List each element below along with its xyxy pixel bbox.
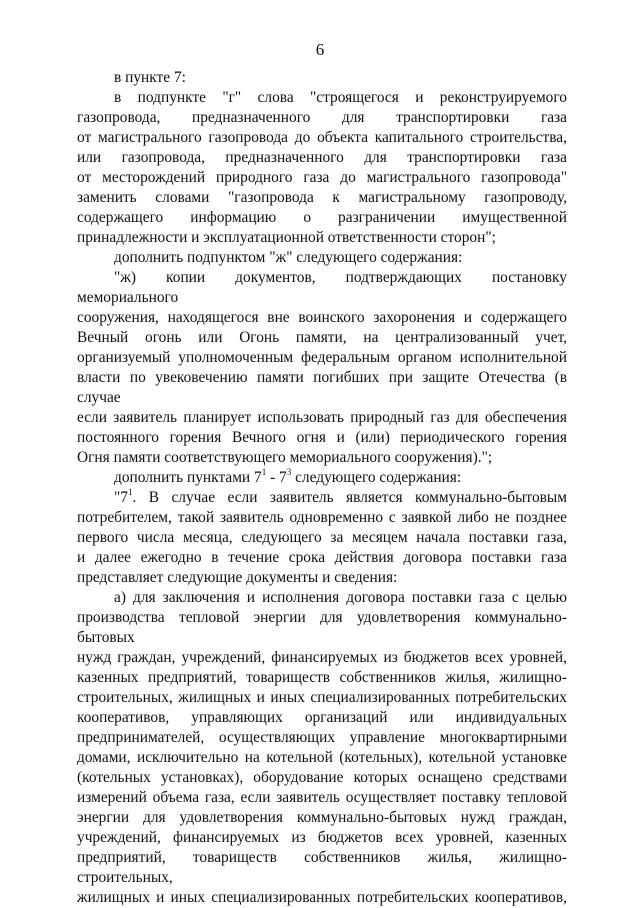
text-line: потребителем, такой заявитель одновременно с заявкой либо не позднее (77, 509, 567, 526)
text-line: учреждений, финансируемых из бюджетов всех уровней, казенных (77, 829, 567, 846)
text-part: следующего содержания: (291, 469, 462, 486)
paragraph-line (77, 448, 567, 468)
paragraph-line (77, 548, 567, 568)
text-line: содержащего информацию о разграничении имущественной (77, 209, 567, 226)
paragraph (77, 268, 567, 308)
text-line: заменить словами "газопровода к магистральному газопроводу, (77, 189, 567, 206)
text-line: строительных, жилищных и иных специализированных потребительских (77, 689, 567, 706)
text-line: кооперативов, управляющих организаций или индивидуальных (77, 709, 567, 726)
paragraph-line (77, 748, 567, 768)
paragraph (77, 88, 567, 108)
text-line: постоянного горения Вечного огня и (или) периодического горения (77, 429, 567, 446)
text-line: и далее ежегодно в течение срока действия договора поставки газа (77, 549, 567, 566)
paragraph-line (77, 728, 567, 748)
document-body (77, 68, 567, 908)
text-line: а) для заключения и исполнения договора поставки газа с целью (114, 589, 567, 606)
text-line: в пункте 7: (114, 69, 186, 86)
paragraph-line (77, 108, 567, 128)
text-line: представляет следующие документы и сведения: (77, 569, 398, 586)
superscript: 1 (127, 486, 133, 497)
paragraph-line (77, 708, 567, 728)
text-line: в подпункте "г" слова "строящегося и реконструируемого (114, 89, 567, 106)
text-line: домами, исключительно на котельной (котельных), котельной установке (77, 749, 567, 766)
page-number: 6 (315, 40, 325, 59)
paragraph (77, 588, 567, 608)
paragraph-line (77, 208, 567, 228)
text-line: или газопровода, предназначенного для транспортировки газа (77, 149, 567, 166)
paragraph (77, 468, 567, 488)
superscript: 3 (286, 466, 292, 477)
text-line: газопровода, предназначенного для транспортировки газа (77, 109, 567, 126)
text-line: измерений объема газа, если заявитель осуществляет поставку тепловой (77, 789, 567, 806)
text-line: нужд граждан, учреждений, финансируемых из бюджетов всех уровней, (77, 649, 567, 666)
paragraph-line (77, 688, 567, 708)
paragraph-line (77, 828, 567, 848)
superscript: 1 (261, 466, 267, 477)
text-line: жилищных и иных специализированных потребительских кооперативов, (77, 889, 567, 906)
paragraph-line (77, 568, 567, 588)
paragraph-line (77, 768, 567, 788)
paragraph-line (77, 508, 567, 528)
paragraph-line (77, 668, 567, 688)
text-line: сооружения, находящегося вне воинского захоронения и содержащего (77, 309, 567, 326)
text-line: Вечный огонь или Огонь памяти, на централизованный учет, (77, 329, 567, 346)
text-line: энергии для удовлетворения коммунально-бытовых нужд граждан, (77, 809, 567, 826)
text-line: первого числа месяца, следующего за месяцем начала поставки газа, (77, 529, 567, 546)
paragraph-line (77, 188, 567, 208)
text-line: от магистрального газопровода до объекта капитального строительства, (77, 129, 567, 146)
paragraph-line (77, 328, 567, 348)
text-line: (котельных установках), оборудование которых оснащено средствами (77, 769, 567, 786)
paragraph-line (77, 148, 567, 168)
text-line: "ж) копии документов, подтверждающих постановку мемориального (77, 269, 567, 306)
text-line: от месторождений природного газа до магистрального газопровода" (77, 169, 567, 186)
paragraph-line (77, 788, 567, 808)
text-line: если заявитель планирует использовать природный газ для обеспечения (77, 409, 567, 426)
text-part: дополнить пунктами 7 (114, 469, 262, 486)
text-part: - 7 (266, 469, 287, 486)
paragraph (77, 488, 567, 508)
paragraph-line (77, 168, 567, 188)
text-line: власти по увековечению памяти погибших при защите Отечества (в случае (77, 369, 567, 406)
paragraph (77, 68, 567, 88)
paragraph-line (77, 368, 567, 408)
paragraph-line (77, 528, 567, 548)
paragraph-line (77, 228, 567, 248)
text-part: "7 (114, 489, 128, 506)
paragraph-line (77, 648, 567, 668)
paragraph-line (77, 308, 567, 328)
text-line: производства тепловой энергии для удовлетворения коммунально-бытовых (77, 609, 567, 646)
text-line: дополнить подпунктом "ж" следующего содержания: (114, 249, 463, 266)
paragraph-line (77, 428, 567, 448)
text-line: принадлежности и эксплуатационной ответственности сторон"; (77, 229, 496, 246)
text-line: предпринимателей, осуществляющих управление многоквартирными (77, 729, 567, 746)
paragraph-line (77, 808, 567, 828)
paragraph-line (77, 128, 567, 148)
paragraph-line (77, 608, 567, 648)
text-line: организуемый уполномоченным федеральным органом исполнительной (77, 349, 567, 366)
paragraph-line (77, 888, 567, 908)
text-part: . В случае если заявитель является коммунально-бытовым (132, 489, 567, 506)
paragraph-line (77, 348, 567, 368)
text-line: предприятий, товариществ собственников жилья, жилищно-строительных, (77, 849, 567, 886)
text-line: казенных предприятий, товариществ собственников жилья, жилищно- (77, 669, 567, 686)
text-line: Огня памяти соответствующего мемориального сооружения)."; (77, 449, 493, 466)
paragraph-line (77, 848, 567, 888)
paragraph (77, 248, 567, 268)
paragraph-line (77, 408, 567, 428)
